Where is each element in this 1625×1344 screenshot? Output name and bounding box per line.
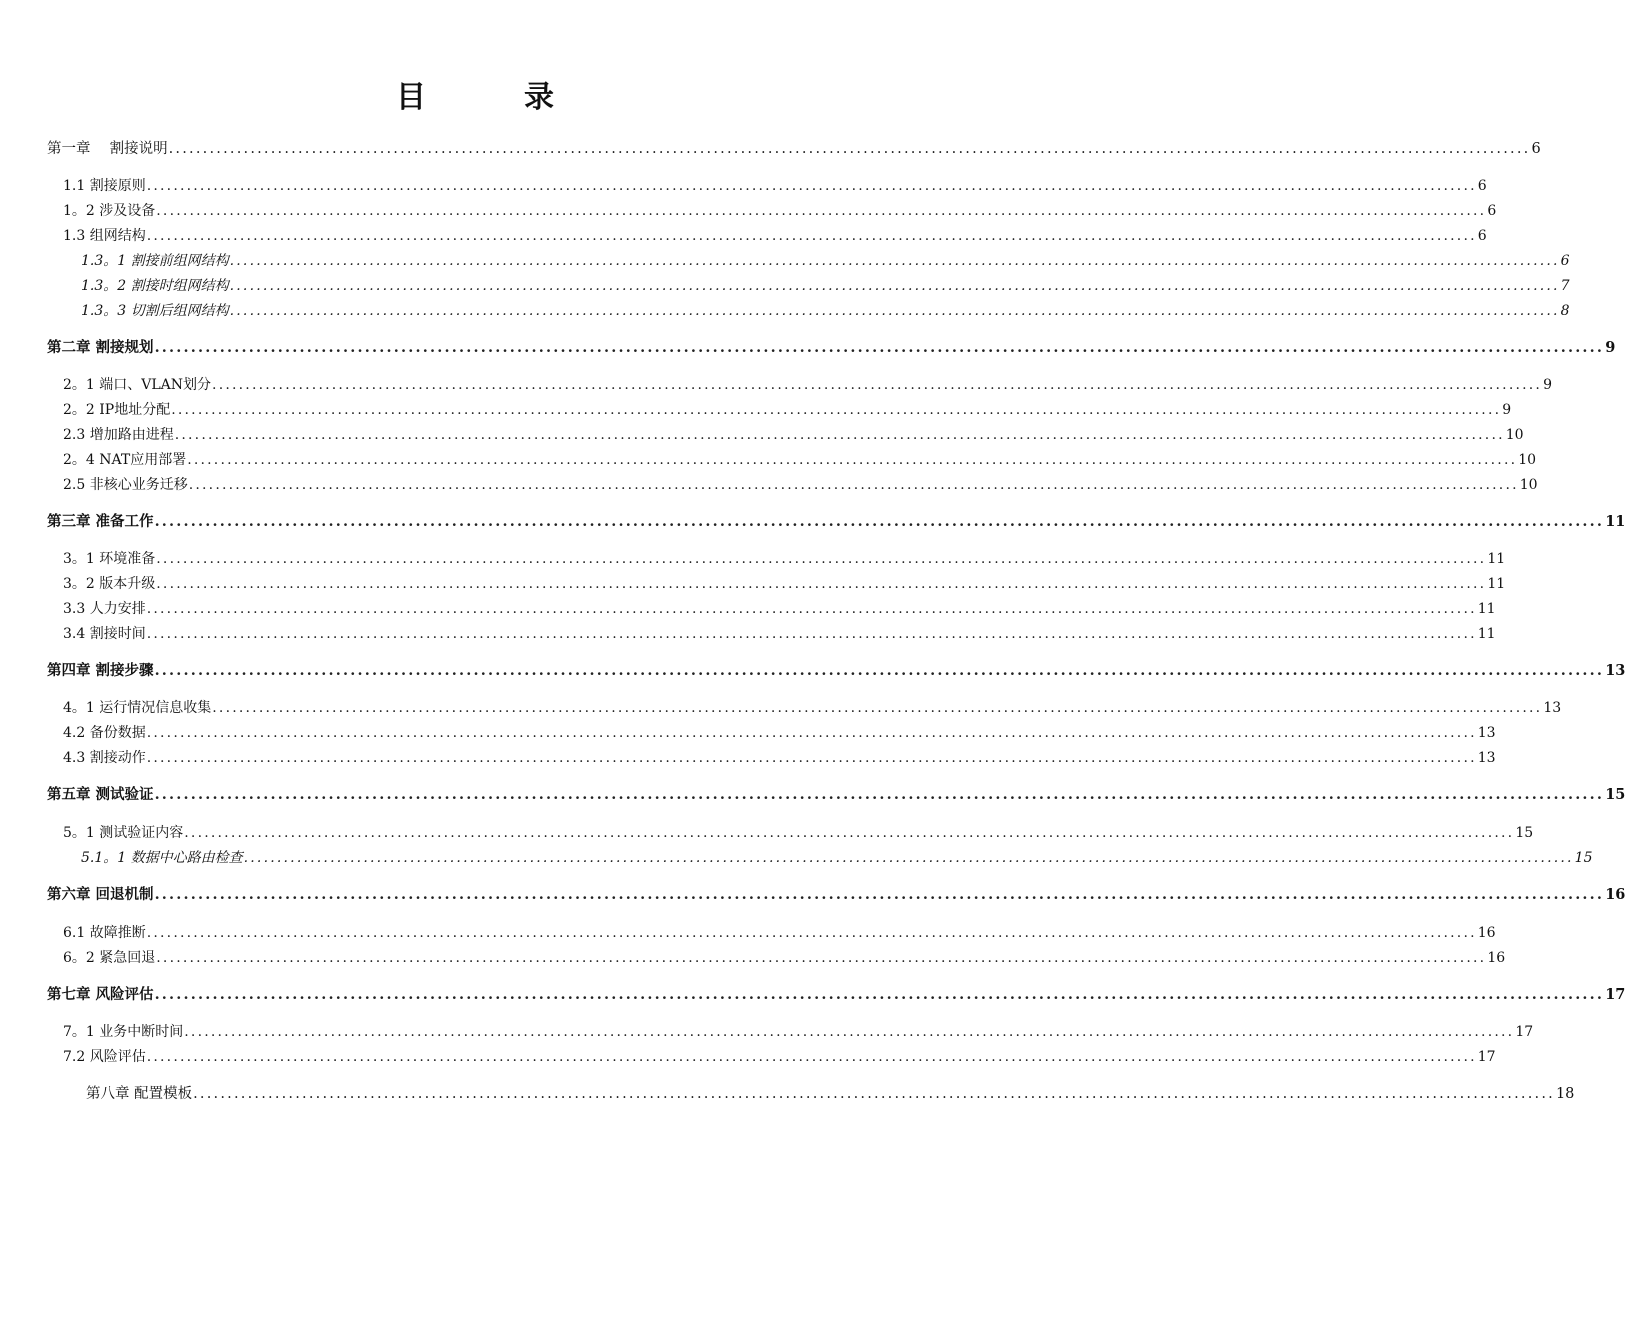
toc-entry[interactable] bbox=[63, 175, 1487, 197]
toc-entry[interactable] bbox=[47, 884, 1625, 906]
toc-leader-dots: ........................................................................................................................................................................................................ bbox=[243, 850, 1574, 866]
toc-entry[interactable] bbox=[63, 474, 1538, 496]
toc-entry-page-number: 9 bbox=[1605, 339, 1616, 356]
toc-entry[interactable] bbox=[63, 399, 1512, 421]
toc-entry-title: 1.3。3 切割后组网结构 bbox=[81, 303, 229, 319]
toc-entry-page-number: 6 bbox=[1560, 253, 1570, 269]
toc-entry-title: 7.2 风险评估 bbox=[63, 1049, 146, 1065]
toc-leader-dots: ........................................................................................................................................................................................................ bbox=[193, 1086, 1555, 1102]
toc-entry-page-number: 6 bbox=[1531, 141, 1541, 157]
toc-entry-page-number: 6 bbox=[1487, 203, 1497, 219]
toc-leader-dots: ........................................................................................................................................................................................................ bbox=[156, 551, 1487, 567]
toc-entry-title: 第五章 测试验证 bbox=[47, 786, 154, 803]
toc-entry-page-number: 11 bbox=[1477, 601, 1496, 617]
toc-entry[interactable] bbox=[63, 922, 1496, 944]
toc-entry-title: 第三章 准备工作 bbox=[47, 513, 154, 530]
toc-entry[interactable] bbox=[63, 623, 1496, 645]
toc-entry-page-number: 17 bbox=[1477, 1049, 1496, 1065]
toc-entry[interactable] bbox=[86, 1083, 1575, 1105]
toc-entry-title: 第四章 割接步骤 bbox=[47, 662, 154, 679]
toc-entry-page-number: 11 bbox=[1477, 626, 1496, 642]
toc-leader-dots: ........................................................................................................................................................................................................ bbox=[146, 1049, 1477, 1065]
toc-entry-page-number: 9 bbox=[1543, 377, 1553, 393]
toc-entry-page-number: 17 bbox=[1605, 986, 1625, 1003]
toc-leader-dots: ........................................................................................................................................................................................................ bbox=[171, 402, 1502, 418]
toc-entry-page-number: 16 bbox=[1605, 886, 1625, 903]
toc-entry-title: 1.3。1 割接前组网结构 bbox=[81, 253, 229, 269]
toc-entry-page-number: 11 bbox=[1487, 576, 1506, 592]
toc-entry-title: 第八章 配置模板 bbox=[86, 1086, 193, 1102]
toc-leader-dots: ........................................................................................................................................................................................................ bbox=[146, 178, 1477, 194]
toc-leader-dots: ........................................................................................................................................................................................................ bbox=[229, 253, 1560, 269]
toc-entry[interactable] bbox=[63, 747, 1496, 769]
toc-leader-dots: ........................................................................................................................................................................................................ bbox=[146, 725, 1477, 741]
toc-entry[interactable] bbox=[63, 722, 1496, 744]
toc-entry-title: 第六章 回退机制 bbox=[47, 886, 154, 903]
toc-leader-dots: ........................................................................................................................................................................................................ bbox=[168, 141, 1531, 157]
toc-entry[interactable] bbox=[47, 660, 1625, 682]
toc-entry-title: 4.2 备份数据 bbox=[63, 725, 146, 741]
toc-leader-dots: ........................................................................................................................................................................................................ bbox=[154, 986, 1605, 1003]
toc-leader-dots: ........................................................................................................................................................................................................ bbox=[154, 786, 1605, 803]
toc-entry[interactable] bbox=[47, 138, 1541, 160]
toc-entry[interactable] bbox=[63, 449, 1537, 471]
toc-entry-title: 2。4 NAT应用部署 bbox=[63, 452, 187, 468]
toc-entry-title: 3.4 割接时间 bbox=[63, 626, 146, 642]
toc-entry-title: 5。1 测试验证内容 bbox=[63, 825, 184, 841]
toc-entry-page-number: 13 bbox=[1477, 725, 1496, 741]
toc-leader-dots: ........................................................................................................................................................................................................ bbox=[156, 576, 1487, 592]
toc-entry-page-number: 15 bbox=[1574, 850, 1593, 866]
toc-entry[interactable] bbox=[47, 984, 1625, 1006]
toc-entry[interactable] bbox=[63, 225, 1487, 247]
toc-entry-page-number: 13 bbox=[1605, 662, 1625, 679]
toc-entry-page-number: 10 bbox=[1518, 452, 1537, 468]
toc-entry-title: 1。2 涉及设备 bbox=[63, 203, 156, 219]
toc-leader-dots: ........................................................................................................................................................................................................ bbox=[212, 377, 1543, 393]
toc-entry[interactable] bbox=[63, 822, 1534, 844]
toc-leader-dots: ........................................................................................................................................................................................................ bbox=[174, 427, 1505, 443]
toc-entry[interactable] bbox=[81, 275, 1570, 297]
toc-entry-title: 6.1 故障推断 bbox=[63, 925, 146, 941]
toc-entry-page-number: 7 bbox=[1560, 278, 1570, 294]
toc-entry-title: 3。2 版本升级 bbox=[63, 576, 156, 592]
toc-entry[interactable] bbox=[63, 1021, 1534, 1043]
toc-entry-title: 第二章 割接规划 bbox=[47, 339, 154, 356]
toc-entry-page-number: 11 bbox=[1605, 513, 1625, 530]
toc-entry-title: 3.3 人力安排 bbox=[63, 601, 146, 617]
toc-entry-title: 6。2 紧急回退 bbox=[63, 950, 156, 966]
toc-entry-title: 第七章 风险评估 bbox=[47, 986, 154, 1003]
toc-entry-title: 4。1 运行情况信息收集 bbox=[63, 700, 212, 716]
toc-entry-title: 3。1 环境准备 bbox=[63, 551, 156, 567]
toc-entry[interactable] bbox=[63, 548, 1506, 570]
toc-entry-page-number: 6 bbox=[1477, 178, 1487, 194]
toc-entry-page-number: 10 bbox=[1505, 427, 1524, 443]
toc-entry-title: 5.1。1 数据中心路由检查 bbox=[81, 850, 243, 866]
toc-leader-dots: ........................................................................................................................................................................................................ bbox=[184, 1024, 1515, 1040]
toc-leader-dots: ........................................................................................................................................................................................................ bbox=[229, 278, 1560, 294]
toc-entry-page-number: 17 bbox=[1515, 1024, 1534, 1040]
toc-leader-dots: ........................................................................................................................................................................................................ bbox=[229, 303, 1560, 319]
toc-entry-page-number: 15 bbox=[1515, 825, 1534, 841]
toc-entry-title: 2。1 端口、VLAN划分 bbox=[63, 377, 212, 393]
toc-entry-page-number: 18 bbox=[1555, 1086, 1575, 1102]
toc-leader-dots: ........................................................................................................................................................................................................ bbox=[154, 886, 1605, 903]
toc-entry[interactable] bbox=[63, 1046, 1496, 1068]
toc-leader-dots: ........................................................................................................................................................................................................ bbox=[156, 203, 1487, 219]
toc-leader-dots: ........................................................................................................................................................................................................ bbox=[212, 700, 1543, 716]
toc-entry[interactable] bbox=[63, 573, 1506, 595]
toc-entry-page-number: 15 bbox=[1605, 786, 1625, 803]
toc-entry-page-number: 16 bbox=[1477, 925, 1496, 941]
toc-entry-page-number: 6 bbox=[1477, 228, 1487, 244]
toc-leader-dots: ........................................................................................................................................................................................................ bbox=[146, 750, 1477, 766]
toc-entry[interactable] bbox=[81, 300, 1570, 322]
toc-entry[interactable] bbox=[47, 337, 1616, 359]
toc-entry-title: 2。2 IP地址分配 bbox=[63, 402, 171, 418]
toc-leader-dots: ........................................................................................................................................................................................................ bbox=[154, 339, 1605, 356]
toc-entry-page-number: 10 bbox=[1519, 477, 1538, 493]
toc-leader-dots: ........................................................................................................................................................................................................ bbox=[188, 477, 1519, 493]
toc-entry-title: 第一章 割接说明 bbox=[47, 141, 168, 157]
toc-entry-title: 1.1 割接原则 bbox=[63, 178, 146, 194]
toc-entry[interactable] bbox=[63, 697, 1562, 719]
toc-leader-dots: ........................................................................................................................................................................................................ bbox=[184, 825, 1515, 841]
toc-leader-dots: ........................................................................................................................................................................................................ bbox=[156, 950, 1487, 966]
toc-entry-page-number: 16 bbox=[1487, 950, 1506, 966]
toc-entry[interactable] bbox=[81, 847, 1593, 869]
toc-entry-title: 2.5 非核心业务迁移 bbox=[63, 477, 188, 493]
toc-leader-dots: ........................................................................................................................................................................................................ bbox=[146, 626, 1477, 642]
toc-leader-dots: ........................................................................................................................................................................................................ bbox=[154, 662, 1605, 679]
toc-entry-page-number: 13 bbox=[1543, 700, 1562, 716]
toc-leader-dots: ........................................................................................................................................................................................................ bbox=[146, 228, 1477, 244]
toc-entry[interactable] bbox=[63, 200, 1497, 222]
toc-leader-dots: ........................................................................................................................................................................................................ bbox=[187, 452, 1518, 468]
toc-leader-dots: ........................................................................................................................................................................................................ bbox=[154, 513, 1605, 530]
toc-entry[interactable] bbox=[63, 947, 1506, 969]
toc-entry[interactable] bbox=[47, 784, 1625, 806]
toc-entry-title: 1.3 组网结构 bbox=[63, 228, 146, 244]
toc-entry-page-number: 9 bbox=[1502, 402, 1512, 418]
toc-entry-title: 7。1 业务中断时间 bbox=[63, 1024, 184, 1040]
toc-entry-title: 1.3。2 割接时组网结构 bbox=[81, 278, 229, 294]
toc-entry-title: 2.3 增加路由进程 bbox=[63, 427, 174, 443]
toc-entry-title: 4.3 割接动作 bbox=[63, 750, 146, 766]
toc-entry[interactable] bbox=[81, 250, 1570, 272]
toc-entry-page-number: 13 bbox=[1477, 750, 1496, 766]
toc-entry[interactable] bbox=[47, 511, 1625, 533]
toc-entry[interactable] bbox=[63, 598, 1496, 620]
page-title: 目 录 bbox=[396, 80, 588, 115]
toc-entry[interactable] bbox=[63, 374, 1553, 396]
toc-entry-page-number: 11 bbox=[1487, 551, 1506, 567]
toc-leader-dots: ........................................................................................................................................................................................................ bbox=[146, 925, 1477, 941]
toc-entry[interactable] bbox=[63, 424, 1524, 446]
toc-leader-dots: ........................................................................................................................................................................................................ bbox=[146, 601, 1477, 617]
toc-entry-page-number: 8 bbox=[1560, 303, 1570, 319]
